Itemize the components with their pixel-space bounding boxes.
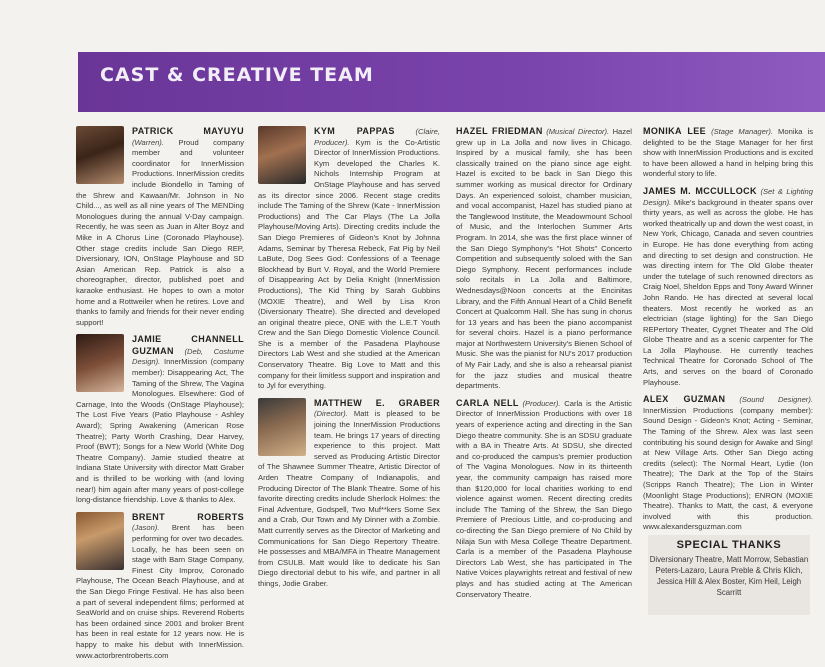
bio-hazel xyxy=(456,126,632,392)
special-thanks-title: SPECIAL THANKS xyxy=(676,539,782,551)
bio-alex xyxy=(643,394,813,533)
bio-role: (Director). xyxy=(314,409,348,419)
bio-text: Carla is the Artistic Director of InnerMission Productions with over 18 years of experience acting and directing in the San Diego theatre community. She is an SDSU graduate with a BA in Theatre Arts. At SDSU, she directed and co-produced the campus's premier production of The Vagina Monologues. Now in its thirteenth year, the community campaign has raised more than $120,000 for local charities working to end violence against women. Recent directing credits include The Taming of the Shrew, the San Diego Premiere of Precious Little, and co-producing and co-directing the San Diego premiere of No Child by Nilaja Sun with Mesa College Theatre Department. Carla is a member of the Pasadena Playhouse Directors Lab West, she has participated in The Native Voices playwrights retreat and festival of new plays and has studied acting at The American Conservatory Theatre. xyxy=(456,398,632,599)
bio-role: (Stage Manager). xyxy=(711,127,774,136)
bio-role: (Musical Director). xyxy=(546,127,610,136)
bio-name: JAMES M. MCCULLOCK xyxy=(643,185,757,196)
headshot-photo xyxy=(76,512,124,570)
headshot-photo xyxy=(76,126,124,184)
bio-role: (Producer). xyxy=(522,398,561,408)
headshot-photo xyxy=(258,126,306,184)
bio-text: InnerMission Productions (company member): Sound Design - Gideon's Knot; Acting - Seminar, The Taming of the Shrew. Alex was last seen contributing his sound design for Awake and Sing! at New Village Arts. Other San Diego acting credits (select): The Normal Heart, Lydie (Ion Theatre); The Dark at the Top of the Stairs (Scripps Ranch Theatre); The Lion in Winter (Moonlight Stage Productions); ENRON (MOXIE Theatre). Thanks to Matt, the cast, & everyone involved with this production. www.alexandersguzman.com xyxy=(643,405,813,532)
bio-text: Kym is the Co-Artistic Director of InnerMission Productions. Kym developed the Charles K. Nichols Internship Program at OnStage Playhouse and has served as its director since 2006. Recent stage credits include The Taming of the Shrew (Kate - InnerMission Productions) and The Car Plays (The La Jolla Playhouse/Moving Arts). Directing credits include the San Diego Premieres of Gideon's Knot by Johnna Adams, Seminar by Theresa Rebeck, Fat Pig by Neil LaBute, Dog Sees God: Confessions of a Teenage Blockhead by Burt V. Royal, and the World Premiere of Disappearing Act by Delia Knight (InnerMission Productions), The Kid Thing by Sarah Gubbins (MOXIE Theatre), and Well by Lisa Kron (Diversionary Theatre). She directed and developed an original theatre piece, ONE with the L.E.T Youth Crew and the San Diego Domestic Violence Council. She is a member of the Pasadena Playhouse Directors Lab West and she studied at the American Conservatory Theatre. Big Love to Matt and this company for their limitless support and inspiration and to Jyl for everything. xyxy=(258,137,440,391)
bio-kym xyxy=(258,126,440,392)
bio-james xyxy=(643,186,813,388)
column-4 xyxy=(643,126,813,539)
bio-text: Monika is delighted to be the Stage Manager for her first show with InnerMission Productions and is excited to have been allowed a hand in helping bring this wonderful story to life. xyxy=(643,127,813,179)
bio-name: JAMIE CHANNELL GUZMAN xyxy=(132,334,244,356)
bio-role: (Set & Lighting Design). xyxy=(643,186,813,207)
bio-jamie xyxy=(76,334,244,506)
bio-text: Brent has been performing for over two decades. Locally, he has been seen on stage with Barn Stage Company, Finest City Improv, Coronado Playhouse, The Ocean Beach Playhouse, and at the San Diego Fringe Festival. He has also been a part of several independent films; performed at SeaWorld and on cruise ships. Reverend Roberts has been ordained since 2001 and broker Brent has been in real estate for 12 years now. He is happy to make his debut with InnerMission. www.actorbrentroberts.com xyxy=(76,523,244,660)
bio-name: MONIKA LEE xyxy=(643,126,707,136)
column-2 xyxy=(258,126,440,596)
bio-name: KYM PAPPAS xyxy=(314,126,395,136)
bio-text: Hazel grew up in La Jolla and now lives in Chicago. Inspired by a musical family, she has been classically trained on the piano since age eight. Hazel is excited to be back in San Diego this summer working as musical director for Ordinary Days. An experienced soloist, chamber musician, and vocal accompanist, Hazel has studied piano at the Tanglewood Institute, the Meadowmount School of Music, and the Interlochen Summer Arts Program. In 2014, she was the first place winner of the San Diego Symphony's "Hot Shots" Concerto Competition and subsequently soloed with the San Diego Symphony. Recent performances include solo recitals in La Jolla and Baltimore, Wednesdays@Noon concerts at the Encinitas Library, and the Fifth Annual Heart of a Child Benefit Concert at Qualcomm Hall. She has sung in chorus for 13 years and has been the piano accompanist for several choirs. Hazel is a piano performance major at Northwestern University's Bienen School of Music. She was the pianist for NU's 2017 production of My Fair Lady, and she is also a rehearsal pianist for the jazz studies and musical theatre departments. xyxy=(456,127,632,391)
bio-name: MATTHEW E. GRABER xyxy=(314,397,440,408)
bio-name: HAZEL FRIEDMAN xyxy=(456,126,543,136)
bio-matthew xyxy=(258,398,440,590)
column-1 xyxy=(76,126,244,667)
bio-text: InnerMission (company member): Disappearing Act, The Taming of the Shrew, The Vagina Monologues. Elsewhere: God of Carnage, Into the Woods (OnStage Playhouse); The Lost Five Years (Patio Playhouse - Ashley Award); Spring Awakening (American Rose Theatre); Party Worth Crashing, Dear Harvey, Proof (BWT); Songs for a New World (White Dog Theatre Company). Jamie studied theatre at Indiana State University with director Matt Graber and is thrilled to be working with (and loving near!) him again after many years of post-college long-distance friendship. Love & thanks to Alex. xyxy=(76,357,244,505)
bio-text: Mike's background in theater spans over thirty years, as well as across the globe. He has worked theatrically up and down the west coast, in New York, Chicago, Canada and seven countries in Europe. He has done everything from acting and directing to set design and construction. He was directing intern for The Old Globe theater under the tutelage of such renowned directors as Craig Noel, Sheldon Epps and Tony Award Winner John Rando. He has directed at several local theaters. Most recently he worked as an electrician (stage lighting) for the San Diego REPertory Theater, Cygnet Theater and The Old Globe Theatre and as a scenic carpenter for The La Jolla Playhouse. He currently teaches Technical Theatre for Coronado School of The Arts, and serves on the board of Coronado Playhouse. xyxy=(643,197,813,387)
column-3 xyxy=(456,126,632,606)
bio-text: Proud company member and volunteer coordinator for InnerMission Productions. InnerMission credits include Biondello in Taming of the Shrew and Kawaan/Mr. Johnson in No Child..., as well as all nine years of The MENDing Monologues during the annual V-Day campaign. Recently, he was seen as Juan in Alter Boyz and Mike in A Chorus Line (Coronado Playhouse). Other stage credits include San Diego REP, Diversionary, ION, OnStage Playhouse and SD Asian American Rep. Patrick is also a choreographer, director, published poet and karaoke enthusiast. He hopes to own a motor home and a Rottweiler when he retires. Love and thanks to family and friends for their never ending support! xyxy=(76,137,244,327)
bio-name: BRENT ROBERTS xyxy=(132,511,244,522)
bio-role: (Deb, Costume Design). xyxy=(132,346,244,367)
bio-role: (Sound Designer). xyxy=(739,395,813,405)
bio-role: (Warren). xyxy=(132,137,164,147)
headshot-photo xyxy=(258,398,306,456)
bio-patrick xyxy=(76,126,244,328)
bio-carla xyxy=(456,398,632,600)
bio-text: Matt is pleased to be joining the InnerMission Productions team. He brings 17 years of directing experience to this project. Matt served as Producing Artistic Director of The Shawnee Summer Theatre, Artistic Director of Arden Theatre Company of Indianapolis, and Producing Director of The Blank Theatre. Some of his favorite directing credits include Sherlock Holmes: the Final Adventure, Godspell, Two Muf**kers Some Sex and a Crab, Our Town and My Dinner with a Zombie. Matt currently serves as the Director of Marketing and Communications for San Diego Repertory Theatre. He possesses and MBA/MFA in Theatre Management from CSULB. Matt would like to dedicate his San Diego directorial debut to his wife, and partner in all things, Jodie Graber. xyxy=(258,409,440,588)
headshot-photo xyxy=(76,334,124,392)
special-thanks-text: Diversionary Theatre, Matt Morrow, Sebastian Peters-Lazaro, Laura Preble & Chris Klich, Jessica Hill & Alex Boster, Kim Heil, Leigh Scarritt xyxy=(649,555,809,597)
bio-name: CARLA NELL xyxy=(456,397,519,408)
bio-role: (Jason). xyxy=(132,523,160,533)
special-thanks-box xyxy=(648,535,810,615)
bio-name: PATRICK MAYUYU xyxy=(132,126,244,136)
bio-role: (Claire, Producer). xyxy=(314,127,440,147)
bio-brent xyxy=(76,512,244,661)
bio-monika xyxy=(643,126,813,180)
page-title: CAST & CREATIVE TEAM xyxy=(100,64,374,86)
bio-name: ALEX GUZMAN xyxy=(643,394,726,405)
